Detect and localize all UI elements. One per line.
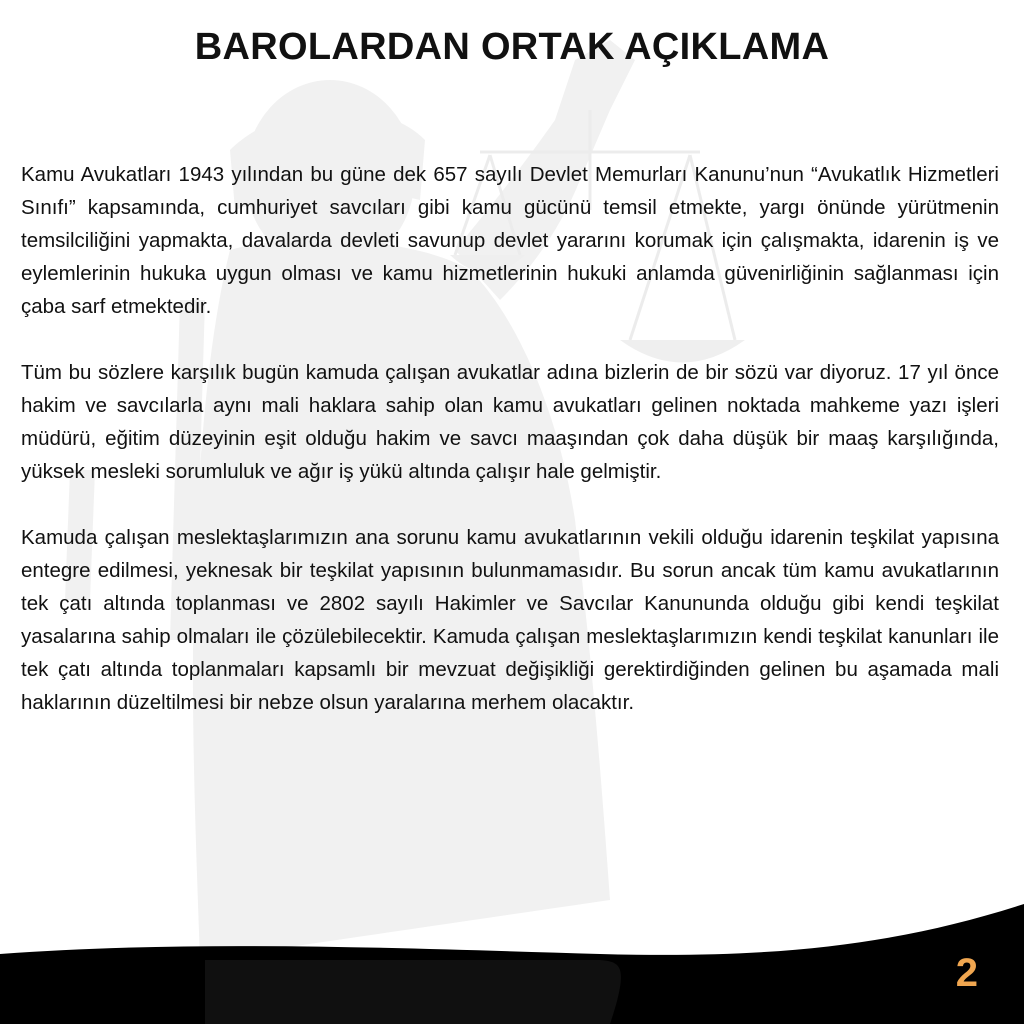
paragraph-2: Tüm bu sözlere karşılık bugün kamuda çalışan avukatlar adına bizlerin de bir sözü var diyoruz. 17 yıl önce hakim ve savcılarla aynı mali haklara sahip olan kamu avukatları gelinen noktada mahkeme yazı işleri müdürü, eğitim düzeyinin eşit olduğu hakim ve savcı maaşından çok daha düşük bir maaş karşılığında, yüksek mesleki sorumluluk ve ağır iş yükü altında çalışır hale gelmiştir. (21, 361, 999, 483)
page-number: 2 (955, 951, 978, 995)
footer-wave (0, 904, 1024, 1024)
statement-body (21, 158, 999, 719)
paragraph-1: Kamu Avukatları 1943 yılından bu güne dek 657 sayılı Devlet Memurları Kanunu’nun “Avukatlık Hizmetleri Sınıfı” kapsamında, cumhuriyet savcıları gibi kamu gücünü temsil etmekte, yargı önünde yürütmenin temsilciliğini yapmakta, davalarda devleti savunup devlet yararını korumak için çalışmakta, idarenin iş ve eylemlerinin hukuka uygun olması ve kamu hizmetlerinin hukuki anlamda güvenirliğinin sağlanması için çaba sarf etmektedir. (21, 163, 999, 318)
paragraph-3: Kamuda çalışan meslektaşlarımızın ana sorunu kamu avukatlarının vekili olduğu idarenin teşkilat yapısına entegre edilmesi, yeknesak bir teşkilat yapısının bulunmamasıdır. Bu sorun ancak tüm kamu avukatlarının tek çatı altında toplanması ve 2802 sayılı Hakimler ve Savcılar Kanununda olduğu gibi kendi teşkilat yasalarına sahip olmaları ile çözülebilecektir. Kamuda çalışan meslektaşlarımızın kendi teşkilat kanunları ile tek çatı altında toplanmaları kapsamlı bir mevzuat değişikliği gerektirdiğinden gelinen bu aşamada mali haklarının düzeltilmesi bir nebze olsun yaralarına merhem olacaktır. (21, 526, 999, 714)
page-title: BAROLARDAN ORTAK AÇIKLAMA (194, 26, 830, 68)
